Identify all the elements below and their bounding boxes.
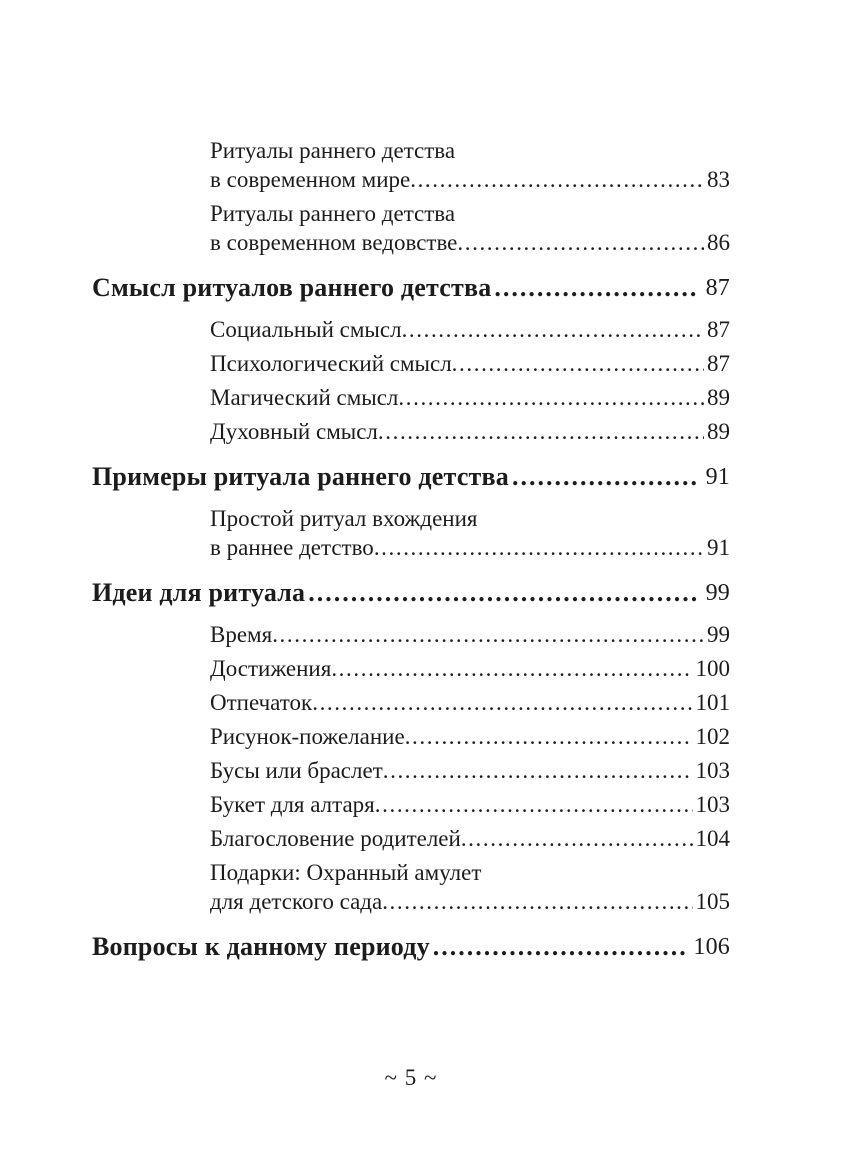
dot-leader xyxy=(461,826,730,851)
toc-entry xyxy=(210,620,730,649)
toc-entry-title: Достижения xyxy=(210,656,332,681)
dot-leader xyxy=(378,419,730,444)
toc-entry-title: Рисунок-пожелание xyxy=(210,724,405,749)
toc-entry-leader-line xyxy=(210,383,730,412)
toc-entry-leader-line xyxy=(210,654,730,683)
toc-entry-title: Примеры ритуала раннего детства xyxy=(92,462,509,491)
page-number-marker: ~ 5 ~ xyxy=(384,1065,438,1090)
toc-entry-page-number: 87 xyxy=(704,315,730,344)
toc-entry xyxy=(210,136,730,194)
toc-entry xyxy=(210,383,730,412)
dot-leader xyxy=(452,351,730,376)
toc-entry-page-number: 89 xyxy=(704,383,730,412)
toc-entry-page-number: 104 xyxy=(693,824,731,853)
dot-leader xyxy=(331,656,730,681)
toc-entry-page-number: 87 xyxy=(699,271,730,305)
toc-entry xyxy=(92,460,730,494)
toc-entry-leader-line xyxy=(210,620,730,649)
toc-entry xyxy=(210,349,730,378)
dot-leader xyxy=(375,792,730,817)
toc-entry-leader-line xyxy=(210,533,730,562)
toc-entry-page-number: 105 xyxy=(693,887,731,916)
toc-entry-page-number: 91 xyxy=(699,460,730,494)
toc-entry-title: в современном мире xyxy=(210,167,411,192)
toc-entry xyxy=(210,756,730,785)
toc-entry-page-number: 100 xyxy=(693,654,731,683)
dot-leader xyxy=(410,167,730,192)
dot-leader xyxy=(374,535,730,560)
toc-entry-title: Бусы или браслет xyxy=(210,758,383,783)
toc-entry-page-number: 83 xyxy=(704,165,730,194)
toc-entry-leader-line xyxy=(210,228,730,257)
toc-entry-leader-line xyxy=(210,349,730,378)
toc-entry-title-line-1: Простой ритуал вхождения xyxy=(210,506,478,531)
dot-leader xyxy=(402,317,730,342)
toc-entry-title: Вопросы к данному периоду xyxy=(92,932,430,961)
toc-entry-page-number: 91 xyxy=(704,533,730,562)
toc-entry xyxy=(210,504,730,562)
toc-entry xyxy=(210,199,730,257)
toc-entry xyxy=(210,722,730,751)
dot-leader xyxy=(383,758,730,783)
toc-entry xyxy=(92,271,730,305)
toc-entry-page-number: 89 xyxy=(704,417,730,446)
toc-entry-leader-line xyxy=(92,460,730,494)
toc-entry xyxy=(210,858,730,916)
toc-entry-title: Идеи для ритуала xyxy=(92,578,306,607)
toc-entry-leader-line xyxy=(92,271,730,305)
toc-entry-leader-line xyxy=(210,790,730,819)
dot-leader xyxy=(398,385,730,410)
toc-entry-title: Магический смысл xyxy=(210,385,399,410)
toc-entry-title: Психологический смысл xyxy=(210,351,452,376)
toc-entry-page-number: 103 xyxy=(693,756,731,785)
dot-leader xyxy=(305,578,730,607)
toc-entry-leader-line xyxy=(210,417,730,446)
toc-entry-page-number: 87 xyxy=(704,349,730,378)
toc-entry-page-number: 103 xyxy=(693,790,731,819)
toc-entry-title-line-1: Подарки: Охранный амулет xyxy=(210,860,482,885)
toc-entry-leader-line xyxy=(210,165,730,194)
toc-entry xyxy=(92,576,730,610)
toc-entry-title: в современном ведовстве xyxy=(210,230,458,255)
dot-leader xyxy=(272,622,730,647)
toc-entry xyxy=(210,688,730,717)
dot-leader xyxy=(509,462,730,491)
toc-entry-title: Время xyxy=(210,622,273,647)
toc-entry-leader-line xyxy=(210,824,730,853)
toc-entry xyxy=(210,315,730,344)
toc-entry-page-number: 99 xyxy=(704,620,730,649)
toc-entry-title: Духовный смысл xyxy=(210,419,378,444)
toc-entry-leader-line xyxy=(210,315,730,344)
toc-entry-page-number: 101 xyxy=(693,688,731,717)
toc-entry-leader-line xyxy=(210,688,730,717)
page-footer xyxy=(92,1063,730,1093)
toc-entry-page-number: 106 xyxy=(686,930,730,964)
dot-leader xyxy=(430,932,730,961)
toc-entry-page-number: 99 xyxy=(699,576,730,610)
toc-entry-leader-line xyxy=(92,576,730,610)
toc-entry-title-line-1: Ритуалы раннего детства xyxy=(210,138,456,163)
dot-leader xyxy=(382,889,730,914)
toc-entry-title: Букет для алтаря xyxy=(210,792,375,817)
table-of-contents xyxy=(92,136,730,974)
toc-entry-leader-line xyxy=(210,887,730,916)
toc-entry xyxy=(210,790,730,819)
toc-entry-title: Отпечаток xyxy=(210,690,313,715)
toc-entry-title: в раннее детство xyxy=(210,535,374,560)
dot-leader xyxy=(457,230,730,255)
toc-entry xyxy=(210,417,730,446)
toc-entry-title: для детского сада xyxy=(210,889,383,914)
toc-entry xyxy=(92,930,730,964)
toc-entry-title: Социальный смысл xyxy=(210,317,402,342)
toc-entry xyxy=(210,824,730,853)
toc-entry-title: Смысл ритуалов раннего детства xyxy=(92,273,492,302)
dot-leader xyxy=(312,690,730,715)
toc-entry-title: Благословение родителей xyxy=(210,826,461,851)
dot-leader xyxy=(491,273,730,302)
dot-leader xyxy=(405,724,730,749)
toc-entry-title-line-1: Ритуалы раннего детства xyxy=(210,201,456,226)
toc-entry-page-number: 102 xyxy=(693,722,731,751)
toc-entry-page-number: 86 xyxy=(704,228,730,257)
toc-entry-leader-line xyxy=(210,722,730,751)
toc-entry-leader-line xyxy=(210,756,730,785)
toc-entry xyxy=(210,654,730,683)
toc-entry-leader-line xyxy=(92,930,730,964)
